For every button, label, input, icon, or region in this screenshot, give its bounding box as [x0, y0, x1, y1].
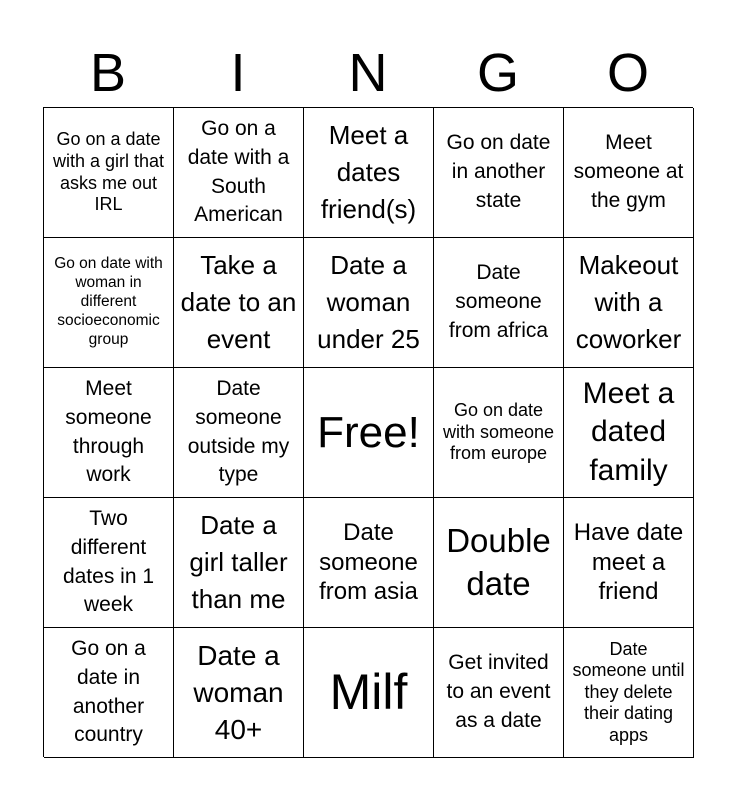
bingo-cell-r3c1[interactable]: Meet someone through work: [44, 368, 174, 498]
bingo-cell-r5c1[interactable]: Go on a date in another country: [44, 628, 174, 758]
bingo-cell-r1c3[interactable]: Meet a dates friend(s): [304, 108, 434, 238]
bingo-cell-r1c5[interactable]: Meet someone at the gym: [564, 108, 694, 238]
bingo-cell-free[interactable]: Free!: [304, 368, 434, 498]
title-letter-n: N: [348, 43, 388, 103]
title-letter-i: I: [230, 43, 246, 103]
title-letter-b: B: [89, 43, 127, 103]
bingo-title: [43, 40, 693, 106]
bingo-cell-r3c5[interactable]: Meet a dated family: [564, 368, 694, 498]
bingo-cell-r2c3[interactable]: Date a woman under 25: [304, 238, 434, 368]
bingo-cell-r5c2[interactable]: Date a woman 40+: [174, 628, 304, 758]
bingo-cell-r1c1[interactable]: Go on a date with a girl that asks me out IRL: [44, 108, 174, 238]
bingo-cell-r2c4[interactable]: Date someone from africa: [434, 238, 564, 368]
bingo-cell-r1c4[interactable]: Go on date in another state: [434, 108, 564, 238]
bingo-cell-r5c4[interactable]: Get invited to an event as a date: [434, 628, 564, 758]
bingo-cell-r4c4[interactable]: Double date: [434, 498, 564, 628]
bingo-cell-r1c2[interactable]: Go on a date with a South American: [174, 108, 304, 238]
bingo-cell-r4c5[interactable]: Have date meet a friend: [564, 498, 694, 628]
bingo-cell-r5c5[interactable]: Date someone until they delete their dating apps: [564, 628, 694, 758]
bingo-cell-r3c4[interactable]: Go on date with someone from europe: [434, 368, 564, 498]
title-letter-g: G: [476, 43, 519, 103]
title-letter-o: O: [606, 43, 649, 103]
bingo-cell-r4c3[interactable]: Date someone from asia: [304, 498, 434, 628]
bingo-cell-r4c1[interactable]: Two different dates in 1 week: [44, 498, 174, 628]
bingo-cell-r2c1[interactable]: Go on date with woman in different socioeconomic group: [44, 238, 174, 368]
bingo-board: [43, 107, 693, 757]
bingo-cell-r5c3[interactable]: Milf: [304, 628, 434, 758]
bingo-cell-r2c5[interactable]: Makeout with a coworker: [564, 238, 694, 368]
bingo-cell-r4c2[interactable]: Date a girl taller than me: [174, 498, 304, 628]
bingo-cell-r2c2[interactable]: Take a date to an event: [174, 238, 304, 368]
bingo-cell-r3c2[interactable]: Date someone outside my type: [174, 368, 304, 498]
